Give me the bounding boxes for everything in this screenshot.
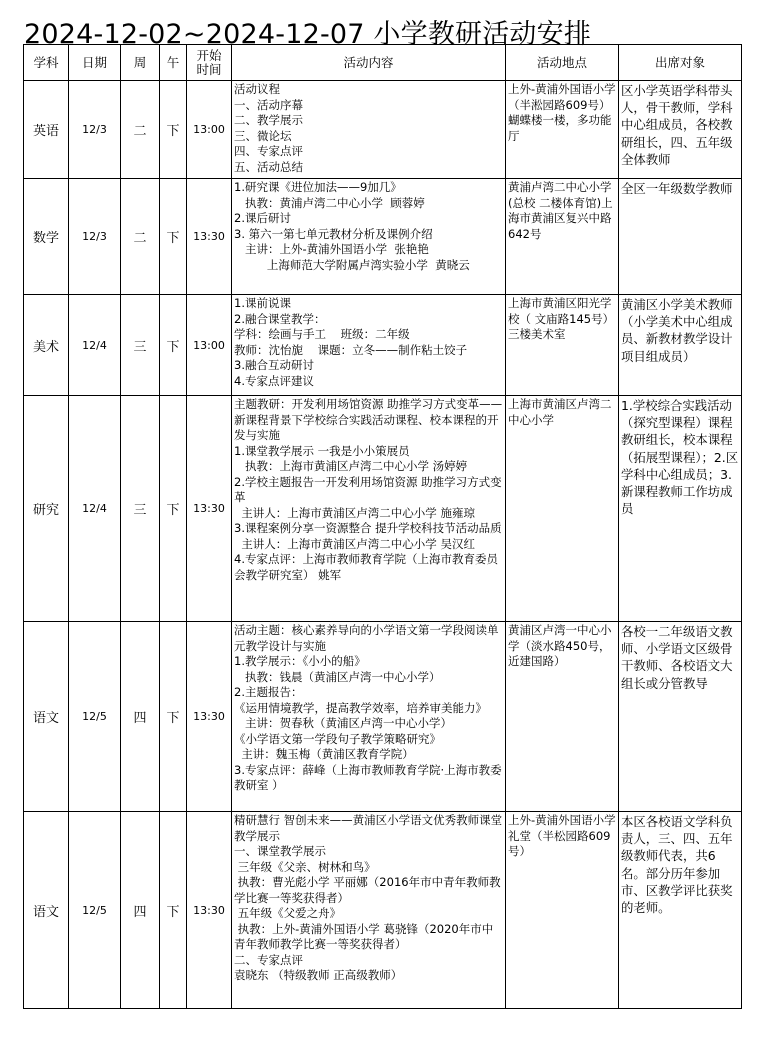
cell-attendees: 全区一年级数学教师 (619, 179, 742, 295)
header-subject: 学科 (24, 45, 69, 81)
header-half-day: 午 (160, 45, 187, 81)
cell-half-day: 下 (160, 396, 187, 622)
cell-start-time: 13:00 (187, 81, 232, 179)
cell-start-time: 13:30 (187, 179, 232, 295)
cell-weekday: 二 (121, 81, 160, 179)
header-location: 活动地点 (506, 45, 619, 81)
schedule-table (23, 44, 742, 1009)
cell-subject: 语文 (24, 622, 69, 812)
cell-date: 12/4 (69, 396, 121, 622)
header-attendees: 出席对象 (619, 45, 742, 81)
cell-date: 12/5 (69, 622, 121, 812)
cell-start-time: 13:30 (187, 812, 232, 1009)
cell-attendees: 各校一二年级语文教师、小学语文区级骨干教师、各校语文大组长或分管教导 (619, 622, 742, 812)
cell-half-day: 下 (160, 622, 187, 812)
cell-weekday: 三 (121, 295, 160, 396)
cell-content: 精研慧行 智创未来——黄浦区小学语文优秀教师课堂教学展示 一、课堂教学展示 三年级《父亲、树林和鸟》 执教：曹光彪小学 平丽娜（2016年市中青年教师教学比赛一等奖获得者） 五年级《父爱之舟》 执教：上外-黄浦外国语小学 葛骁锋（2020年市中青年教师教学比赛一等奖获得者） 二、专家点评 袁晓东 （特级教师 正高级教师） (232, 812, 506, 1009)
header-content: 活动内容 (232, 45, 506, 81)
cell-location: 上海市黄浦区卢湾二中心小学 (506, 396, 619, 622)
cell-content: 1.课前说课 2.融合课堂教学： 学科：绘画与手工 班级：二年级 教师：沈怡旎 课题：立冬——制作粘土饺子 3.融合互动研讨 4.专家点评建议 (232, 295, 506, 396)
cell-half-day: 下 (160, 179, 187, 295)
table-row (24, 179, 742, 295)
cell-start-time: 13:30 (187, 622, 232, 812)
cell-location: 上外-黄浦外国语小学（半淞园路609号）蝴蝶楼一楼，多功能厅 (506, 81, 619, 179)
cell-weekday: 四 (121, 812, 160, 1009)
table-row (24, 812, 742, 1009)
cell-location: 黄浦卢湾二中心小学(总校 二楼体育馆)上海市黄浦区复兴中路642号 (506, 179, 619, 295)
header-date: 日期 (69, 45, 121, 81)
cell-subject: 研究 (24, 396, 69, 622)
cell-half-day: 下 (160, 81, 187, 179)
cell-date: 12/3 (69, 81, 121, 179)
cell-subject: 美术 (24, 295, 69, 396)
cell-weekday: 三 (121, 396, 160, 622)
table-row (24, 81, 742, 179)
cell-start-time: 13:30 (187, 396, 232, 622)
cell-content: 1.研究课《进位加法——9加几》 执教：黄浦卢湾二中心小学 顾蓉婷 2.课后研讨 3. 第六一第七单元教材分析及课例介绍 主讲：上外-黄浦外国语小学 张艳艳 上海师范大学附属卢湾实验小学 黄晓云 (232, 179, 506, 295)
cell-attendees: 区小学英语学科带头人，骨干教师，学科中心组成员，各校教研组长，四、五年级全体教师 (619, 81, 742, 179)
header-weekday: 周 (121, 45, 160, 81)
cell-location: 上海市黄浦区阳光学校（ 文庙路145号） 三楼美术室 (506, 295, 619, 396)
cell-attendees: 1.学校综合实践活动（探究型课程）课程教研组长，校本课程（拓展型课程）；2.区学科中心组成员；3.新课程教师工作坊成员 (619, 396, 742, 622)
cell-subject: 语文 (24, 812, 69, 1009)
header-start-time: 开始 时间 (187, 45, 232, 81)
cell-start-time: 13:00 (187, 295, 232, 396)
cell-attendees: 黄浦区小学美术教师（小学美术中心组成员、新教材教学设计项目组成员） (619, 295, 742, 396)
cell-location: 上外-黄浦外国语小学礼堂（半松园路609号） (506, 812, 619, 1009)
cell-content: 活动议程 一、活动序幕 二、教学展示 三、微论坛 四、专家点评 五、活动总结 (232, 81, 506, 179)
cell-date: 12/5 (69, 812, 121, 1009)
cell-weekday: 四 (121, 622, 160, 812)
table-row (24, 396, 742, 622)
cell-half-day: 下 (160, 295, 187, 396)
cell-content: 活动主题：核心素养导向的小学语文第一学段阅读单元教学设计与实施 1.教学展示：《小小的船》 执教：钱晨（黄浦区卢湾一中心小学） 2.主题报告： 《运用情境教学，提高教学效率，培养审美能力》 主讲：贺春秋（黄浦区卢湾一中心小学） 《小学语文第一学段句子教学策略研究》 主讲：魏玉梅（黄浦区教育学院） 3.专家点评：薛峰（上海市教师教育学院·上海市教委教研室 ） (232, 622, 506, 812)
page-title: 2024-12-02~2024-12-07 小学教研活动安排 (24, 19, 592, 50)
cell-attendees: 本区各校语文学科负责人，三、四、五年级教师代表，共6名。部分历年参加市、区教学评比获奖的老师。 (619, 812, 742, 1009)
table-header-row (24, 45, 742, 81)
cell-content: 主题教研：开发利用场馆资源 助推学习方式变革——新课程背景下学校综合实践活动课程、校本课程的开发与实施 1.课堂教学展示 一我是小小策展员 执教：上海市黄浦区卢湾二中心小学 汤婷婷 2.学校主题报告一开发利用场馆资源 助推学习方式变革 主讲人：上海市黄浦区卢湾二中心小学 施雍琼 3.课程案例分享一资源整合 提升学校科技节活动品质 主讲人：上海市黄浦区卢湾二中心小学 吴汉红 4.专家点评：上海市教师教育学院（上海市教育委员会教学研究室） 姚军 (232, 396, 506, 622)
cell-weekday: 二 (121, 179, 160, 295)
cell-date: 12/4 (69, 295, 121, 396)
cell-half-day: 下 (160, 812, 187, 1009)
table-row (24, 295, 742, 396)
cell-subject: 英语 (24, 81, 69, 179)
cell-date: 12/3 (69, 179, 121, 295)
table-row (24, 622, 742, 812)
cell-subject: 数学 (24, 179, 69, 295)
cell-location: 黄浦区卢湾一中心小学（淡水路450号，近建国路） (506, 622, 619, 812)
